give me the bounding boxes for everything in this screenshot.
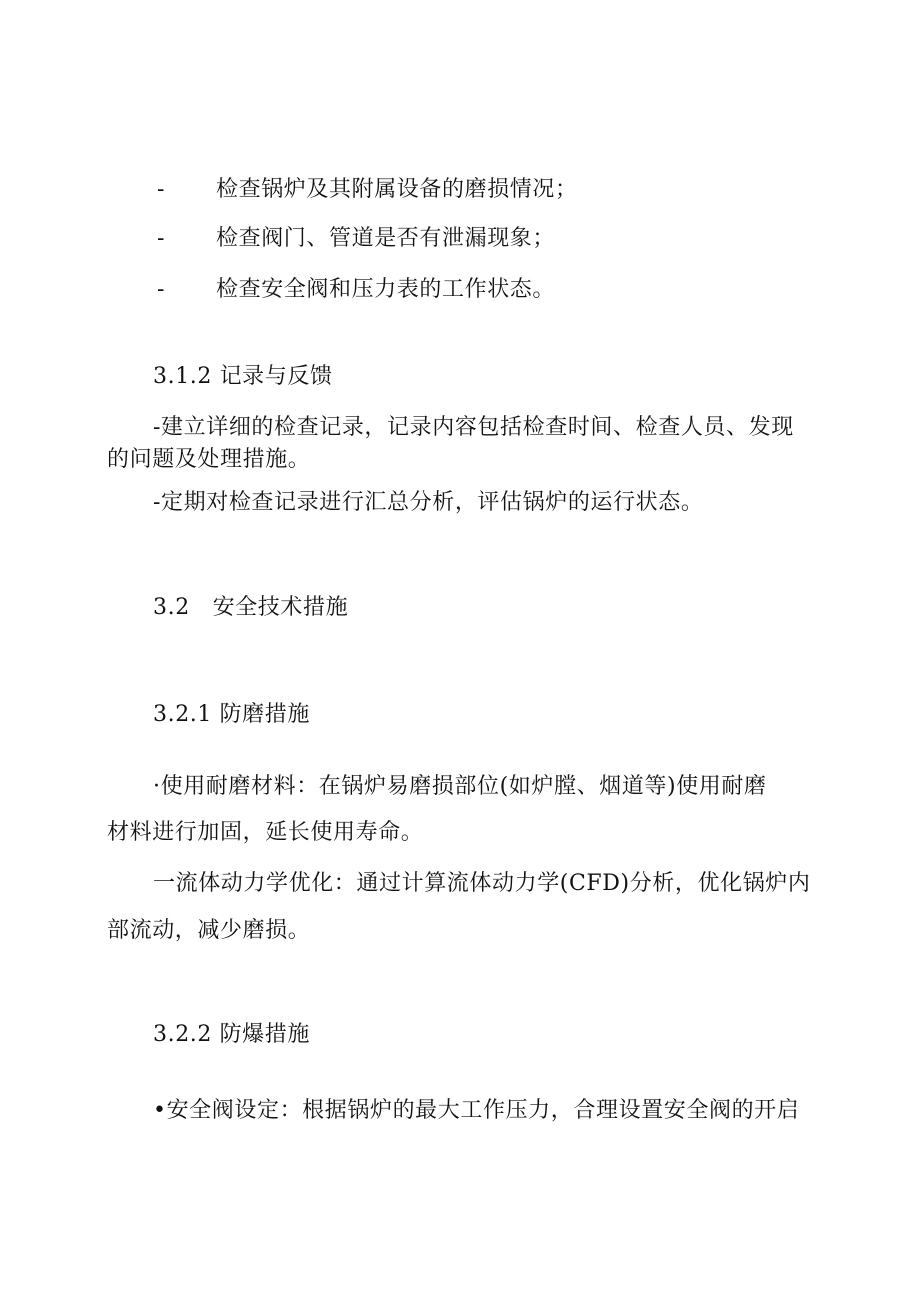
- list-marker: -: [157, 177, 165, 202]
- section-heading: 3.2.2 防爆措施: [153, 1022, 310, 1047]
- section-heading: 3.2.1 防磨措施: [153, 702, 310, 727]
- paragraph-line: -建立详细的检查记录，记录内容包括检查时间、检查人员、发现: [153, 415, 794, 440]
- list-marker: -: [157, 226, 165, 251]
- paragraph-line: •安全阀设定：根据锅炉的最大工作压力，合理设置安全阀的开启: [153, 1098, 800, 1123]
- list-item: 检查锅炉及其附属设备的磨损情况；: [216, 177, 578, 202]
- list-marker: -: [157, 277, 165, 302]
- paragraph-line: -定期对检查记录进行汇总分析，评估锅炉的运行状态。: [153, 490, 704, 515]
- list-item: 检查安全阀和压力表的工作状态。: [216, 277, 556, 302]
- paragraph-line: 的问题及处理措施。: [107, 447, 311, 472]
- section-heading: 3.1.2 记录与反馈: [153, 364, 333, 389]
- section-heading: 3.2 安全技术措施: [153, 595, 349, 620]
- paragraph-line: ·使用耐磨材料：在锅炉易磨损部位(如炉膛、烟道等)使用耐磨: [153, 774, 767, 799]
- paragraph-line: 一流体动力学优化：通过计算流体动力学(CFD)分析，优化锅炉内: [153, 871, 811, 896]
- list-item: 检查阀门、管道是否有泄漏现象；: [216, 226, 556, 251]
- paragraph-line: 部流动，减少磨损。: [107, 918, 311, 943]
- paragraph-line: 材料进行加固，延长使用寿命。: [107, 820, 424, 845]
